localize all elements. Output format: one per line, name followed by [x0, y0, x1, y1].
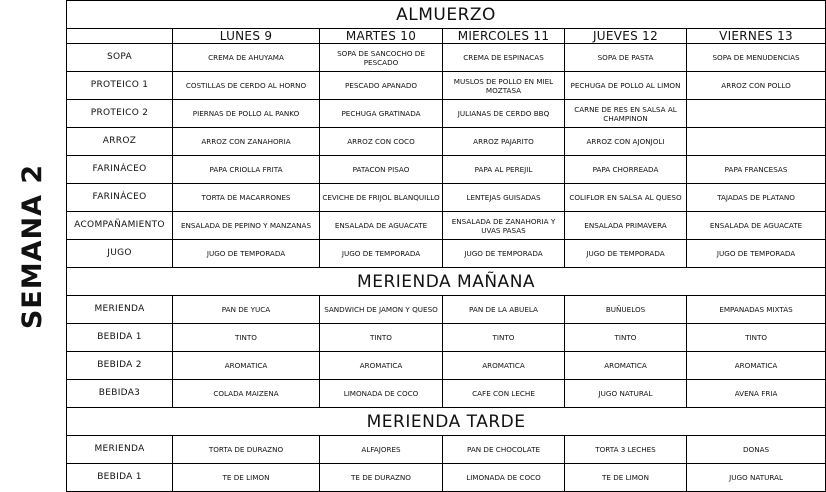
menu-cell: CARNE DE RES EN SALSA AL CHAMPINON — [565, 100, 687, 128]
day-header-martes: MARTES 10 — [320, 29, 443, 44]
table-row — [67, 380, 826, 408]
menu-cell: JUGO NATURAL — [687, 464, 826, 492]
table-row — [67, 212, 826, 240]
menu-cell: AROMATICA — [173, 352, 320, 380]
day-header-jueves: JUEVES 12 — [565, 29, 687, 44]
menu-cell: ALFAJORES — [320, 436, 443, 464]
menu-cell: JUGO DE TEMPORADA — [320, 240, 443, 268]
menu-cell: JUGO DE TEMPORADA — [565, 240, 687, 268]
row-label: FARINÁCEO — [67, 156, 173, 184]
menu-cell: AROMATICA — [687, 352, 826, 380]
menu-cell: CAFE CON LECHE — [443, 380, 565, 408]
menu-cell: JULIANAS DE CERDO BBQ — [443, 100, 565, 128]
section-header-row — [67, 408, 826, 436]
menu-cell: ARROZ CON ZANAHORIA — [173, 128, 320, 156]
week-label-column — [0, 0, 67, 492]
menu-cell: SOPA DE PASTA — [565, 44, 687, 72]
menu-cell: COLADA MAIZENA — [173, 380, 320, 408]
menu-table — [66, 0, 826, 492]
day-header-lunes: LUNES 9 — [173, 29, 320, 44]
menu-cell: JUGO DE TEMPORADA — [443, 240, 565, 268]
table-row — [67, 184, 826, 212]
menu-cell: PAPA FRANCESAS — [687, 156, 826, 184]
menu-cell: ENSALADA DE ZANAHORIA Y UVAS PASAS — [443, 212, 565, 240]
menu-cell: AROMATICA — [565, 352, 687, 380]
menu-cell: JUGO DE TEMPORADA — [173, 240, 320, 268]
row-label: BEBIDA 1 — [67, 464, 173, 492]
menu-cell: PAPA AL PEREJIL — [443, 156, 565, 184]
table-row — [67, 464, 826, 492]
menu-cell: TE DE DURAZNO — [320, 464, 443, 492]
menu-cell: PAPA CRIOLLA FRITA — [173, 156, 320, 184]
menu-cell: AROMATICA — [320, 352, 443, 380]
menu-cell: LIMONADA DE COCO — [443, 464, 565, 492]
menu-cell: DONAS — [687, 436, 826, 464]
section-title-almuerzo: ALMUERZO — [67, 1, 826, 29]
menu-cell: LENTEJAS GUISADAS — [443, 184, 565, 212]
menu-cell: TORTA DE MACARRONES — [173, 184, 320, 212]
menu-cell: TE DE LIMON — [565, 464, 687, 492]
menu-cell: PAN DE YUCA — [173, 296, 320, 324]
days-corner-cell — [67, 29, 173, 44]
menu-cell: TINTO — [320, 324, 443, 352]
menu-cell: PAN DE CHOCOLATE — [443, 436, 565, 464]
menu-cell: TORTA DE DURAZNO — [173, 436, 320, 464]
row-label: MERIENDA — [67, 296, 173, 324]
menu-cell — [687, 100, 826, 128]
menu-cell: TINTO — [565, 324, 687, 352]
section-header-row — [67, 1, 826, 29]
menu-cell: PATACON PISAO — [320, 156, 443, 184]
menu-cell: TE DE LIMON — [173, 464, 320, 492]
row-label: PROTEICO 1 — [67, 72, 173, 100]
row-label: ARROZ — [67, 128, 173, 156]
row-label: PROTEICO 2 — [67, 100, 173, 128]
menu-cell: MUSLOS DE POLLO EN MIEL MOZTASA — [443, 72, 565, 100]
menu-cell: ARROZ CON POLLO — [687, 72, 826, 100]
table-row — [67, 44, 826, 72]
menu-cell: SOPA DE MENUDENCIAS — [687, 44, 826, 72]
week-label: SEMANA 2 — [17, 163, 49, 329]
menu-cell: ENSALADA DE AGUACATE — [320, 212, 443, 240]
table-row — [67, 352, 826, 380]
table-row — [67, 436, 826, 464]
menu-cell: PECHUGA DE POLLO AL LIMON — [565, 72, 687, 100]
menu-cell: CREMA DE ESPINACAS — [443, 44, 565, 72]
menu-cell: ARROZ PAJARITO — [443, 128, 565, 156]
menu-cell: PIERNAS DE POLLO AL PANKO — [173, 100, 320, 128]
table-row — [67, 72, 826, 100]
menu-cell: AROMATICA — [443, 352, 565, 380]
menu-cell: JUGO NATURAL — [565, 380, 687, 408]
menu-cell — [687, 128, 826, 156]
menu-cell: ENSALADA PRIMAVERA — [565, 212, 687, 240]
menu-cell: PAPA CHORREADA — [565, 156, 687, 184]
row-label: BEBIDA 1 — [67, 324, 173, 352]
days-header-row — [67, 29, 826, 44]
menu-cell: AVENA FRIA — [687, 380, 826, 408]
row-label: BEBIDA 2 — [67, 352, 173, 380]
day-header-miercoles: MIERCOLES 11 — [443, 29, 565, 44]
menu-cell: ENSALADA DE AGUACATE — [687, 212, 826, 240]
menu-cell: PAN DE LA ABUELA — [443, 296, 565, 324]
section-title-merienda-tarde: MERIENDA TARDE — [67, 408, 826, 436]
row-label: JUGO — [67, 240, 173, 268]
menu-cell: TINTO — [173, 324, 320, 352]
row-label: FARINÁCEO — [67, 184, 173, 212]
menu-cell: SANDWICH DE JAMON Y QUESO — [320, 296, 443, 324]
menu-cell: TORTA 3 LECHES — [565, 436, 687, 464]
section-header-row — [67, 268, 826, 296]
row-label: BEBIDA3 — [67, 380, 173, 408]
day-header-viernes: VIERNES 13 — [687, 29, 826, 44]
table-row — [67, 100, 826, 128]
section-title-merienda-manana: MERIENDA MAÑANA — [67, 268, 826, 296]
table-row — [67, 240, 826, 268]
menu-cell: COLIFLOR EN SALSA AL QUESO — [565, 184, 687, 212]
row-label: MERIENDA — [67, 436, 173, 464]
table-row — [67, 128, 826, 156]
menu-cell: CREMA DE AHUYAMA — [173, 44, 320, 72]
table-row — [67, 324, 826, 352]
menu-cell: TINTO — [687, 324, 826, 352]
menu-cell: ENSALADA DE PEPINO Y MANZANAS — [173, 212, 320, 240]
menu-cell: EMPANADAS MIXTAS — [687, 296, 826, 324]
menu-cell: JUGO DE TEMPORADA — [687, 240, 826, 268]
menu-cell: SOPA DE SANCOCHO DE PESCADO — [320, 44, 443, 72]
menu-cell: ARROZ CON COCO — [320, 128, 443, 156]
menu-cell: BUÑUELOS — [565, 296, 687, 324]
row-label: ACOMPAÑAMIENTO — [67, 212, 173, 240]
menu-cell: TINTO — [443, 324, 565, 352]
menu-cell: PESCADO APANADO — [320, 72, 443, 100]
menu-cell: COSTILLAS DE CERDO AL HORNO — [173, 72, 320, 100]
table-row — [67, 296, 826, 324]
menu-cell: ARROZ CON AJONJOLI — [565, 128, 687, 156]
row-label: SOPA — [67, 44, 173, 72]
menu-cell: LIMONADA DE COCO — [320, 380, 443, 408]
menu-cell: TAJADAS DE PLATANO — [687, 184, 826, 212]
menu-cell: CEVICHE DE FRIJOL BLANQUILLO — [320, 184, 443, 212]
menu-cell: PECHUGA GRATINADA — [320, 100, 443, 128]
table-row — [67, 156, 826, 184]
